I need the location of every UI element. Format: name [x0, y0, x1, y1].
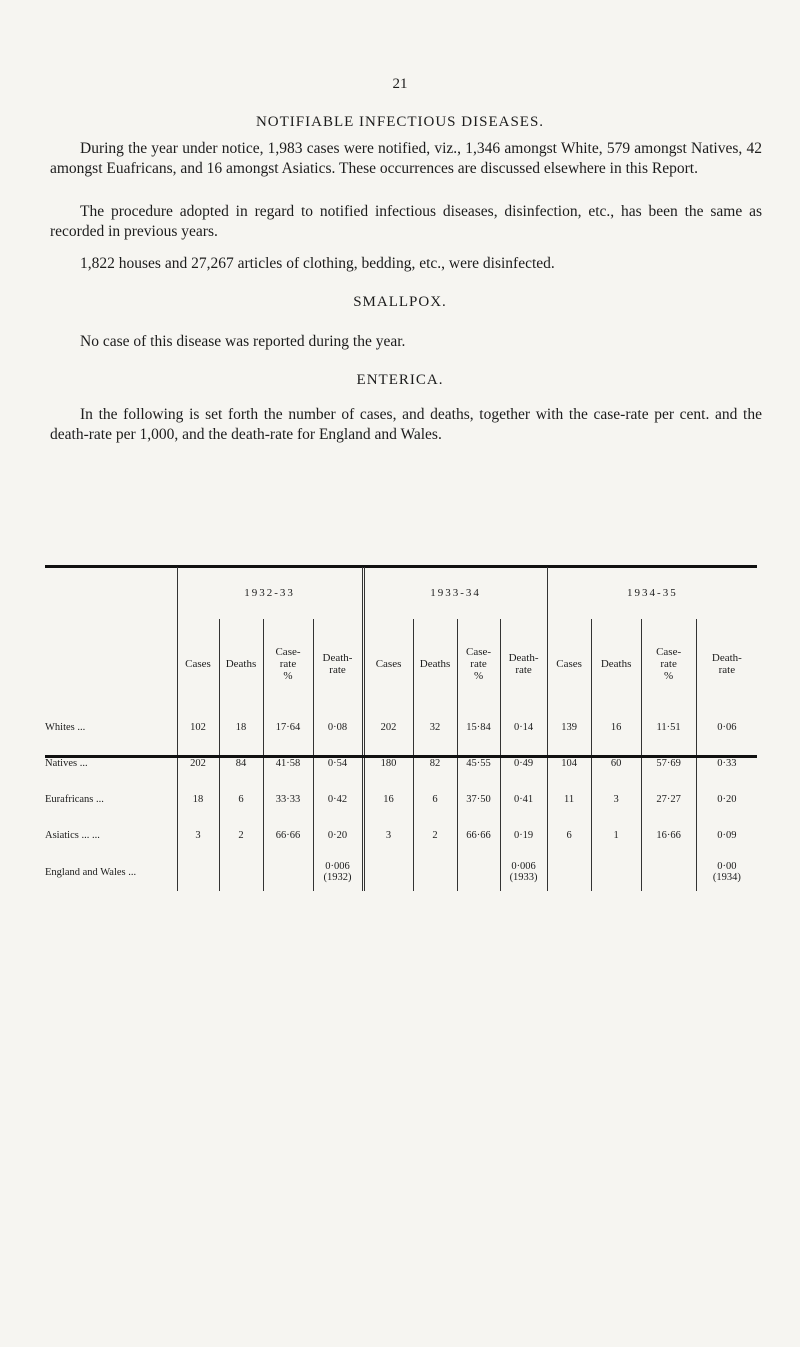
- table-bottom-rule: [45, 755, 757, 758]
- cell: 3: [195, 829, 201, 841]
- notifiable-paragraph-3: 1,822 houses and 27,267 articles of clothing, bedding, etc., were disinfected.: [80, 255, 555, 272]
- deaths-header: Deaths: [413, 619, 457, 709]
- cell: 37·50: [457, 781, 500, 817]
- cell: 16·66: [641, 817, 696, 853]
- death-rate-header: Death- rate: [500, 619, 547, 709]
- cell: [363, 853, 413, 891]
- cell: 0·33: [696, 745, 757, 781]
- row-label: Asiatics ... ...: [45, 817, 177, 853]
- cell: 84: [219, 745, 263, 781]
- cell: 0·41: [500, 781, 547, 817]
- cell: 139: [547, 709, 591, 745]
- cell: 0·42: [313, 781, 363, 817]
- cell: 1: [591, 817, 641, 853]
- cell: 0·06: [696, 709, 757, 745]
- cell: 102: [190, 721, 206, 733]
- cell: 2: [219, 817, 263, 853]
- deaths-header: Deaths: [591, 619, 641, 709]
- cell: 60: [591, 745, 641, 781]
- cell: 6: [547, 817, 591, 853]
- cell: 3: [591, 781, 641, 817]
- england-wales-row: [45, 853, 757, 891]
- cell: [413, 853, 457, 891]
- case-rate-header: Case- rate %: [263, 619, 313, 709]
- cell: 18: [219, 709, 263, 745]
- cell: 0·09: [696, 817, 757, 853]
- cell: 0·20: [313, 817, 363, 853]
- enterica-heading: ENTERICA.: [356, 372, 444, 388]
- year-header-row: [45, 567, 757, 619]
- table-row: [45, 709, 757, 745]
- cell: 16: [363, 781, 413, 817]
- cell: 32: [413, 709, 457, 745]
- cell: 202: [363, 709, 413, 745]
- cell: 0·49: [500, 745, 547, 781]
- table-row: [45, 817, 757, 853]
- cell: 33·33: [263, 781, 313, 817]
- cell: 104: [547, 745, 591, 781]
- row-label: Eurafricans ...: [45, 781, 177, 817]
- cell: 16: [591, 709, 641, 745]
- cell: 0·08: [313, 709, 363, 745]
- case-rate-header: Case- rate %: [457, 619, 500, 709]
- cell: 202: [190, 757, 206, 769]
- cell: [263, 853, 313, 891]
- cell: [219, 853, 263, 891]
- cell: [177, 853, 219, 891]
- year-1932-33: 1932-33: [244, 587, 295, 599]
- cell: 6: [219, 781, 263, 817]
- column-header-row: [45, 619, 757, 709]
- notifiable-heading: NOTIFIABLE INFECTIOUS DISEASES.: [255, 114, 545, 130]
- cases-header: Cases: [363, 619, 413, 709]
- cell: 27·27: [641, 781, 696, 817]
- cell: [457, 853, 500, 891]
- cell: 0·20: [696, 781, 757, 817]
- cases-header: Cases: [547, 619, 591, 709]
- stub-header-2: [45, 619, 177, 709]
- row-label: Natives ...: [45, 745, 177, 781]
- cell: 0·19: [500, 817, 547, 853]
- death-rate-header: Death- rate: [313, 619, 363, 709]
- cell: 11·51: [641, 709, 696, 745]
- row-label: Whites ...: [45, 709, 177, 745]
- case-rate-header: Case- rate %: [641, 619, 696, 709]
- cell: 66·66: [457, 817, 500, 853]
- cell: 41·58: [263, 745, 313, 781]
- cell: 17·64: [263, 709, 313, 745]
- notifiable-paragraph-2: The procedure adopted in regard to notified infectious diseases, disinfection, etc., has been the same as recorded in previous years.: [50, 203, 762, 240]
- ew-rate-1932: 0·006 (1932): [313, 853, 363, 891]
- smallpox-heading: SMALLPOX.: [353, 294, 447, 310]
- cell: 15·84: [457, 709, 500, 745]
- enterica-paragraph: In the following is set forth the number of cases, and deaths, together with the case-rate per cent. and the death-rate per 1,000, and the death-rate for England and Wales.: [50, 406, 762, 443]
- smallpox-paragraph: No case of this disease was reported during the year.: [80, 333, 406, 350]
- cell: 2: [413, 817, 457, 853]
- cell: [547, 853, 591, 891]
- cell: 45·55: [457, 745, 500, 781]
- cell: 180: [363, 745, 413, 781]
- cell: 0·14: [500, 709, 547, 745]
- page-number: 21: [392, 76, 408, 92]
- row-label: England and Wales ...: [45, 853, 177, 891]
- notifiable-paragraph-1: During the year under notice, 1,983 cases were notified, viz., 1,346 amongst White, 579 amongst Natives, 42 amongst Euafricans, and 16 amongst Asiatics. These occurrences are discussed elsewhere in this Report.: [50, 140, 762, 177]
- cell: 82: [413, 745, 457, 781]
- ew-rate-1933: 0·006 (1933): [500, 853, 547, 891]
- year-1934-35: 1934-35: [547, 567, 757, 619]
- enterica-table: [45, 567, 757, 891]
- cases-header: Cases: [185, 658, 211, 670]
- cell: 6: [413, 781, 457, 817]
- table-row: [45, 781, 757, 817]
- cell: 11: [547, 781, 591, 817]
- cell: 0·54: [313, 745, 363, 781]
- year-1933-34: 1933-34: [363, 567, 547, 619]
- cell: 3: [363, 817, 413, 853]
- death-rate-header: Death- rate: [696, 619, 757, 709]
- cell: 18: [192, 793, 204, 805]
- deaths-header: Deaths: [219, 619, 263, 709]
- table-row: [45, 745, 757, 781]
- ew-rate-1934: 0·00 (1934): [696, 853, 757, 891]
- cell: [591, 853, 641, 891]
- stub-header: [45, 567, 177, 619]
- cell: 57·69: [641, 745, 696, 781]
- cell: 66·66: [263, 817, 313, 853]
- cell: [641, 853, 696, 891]
